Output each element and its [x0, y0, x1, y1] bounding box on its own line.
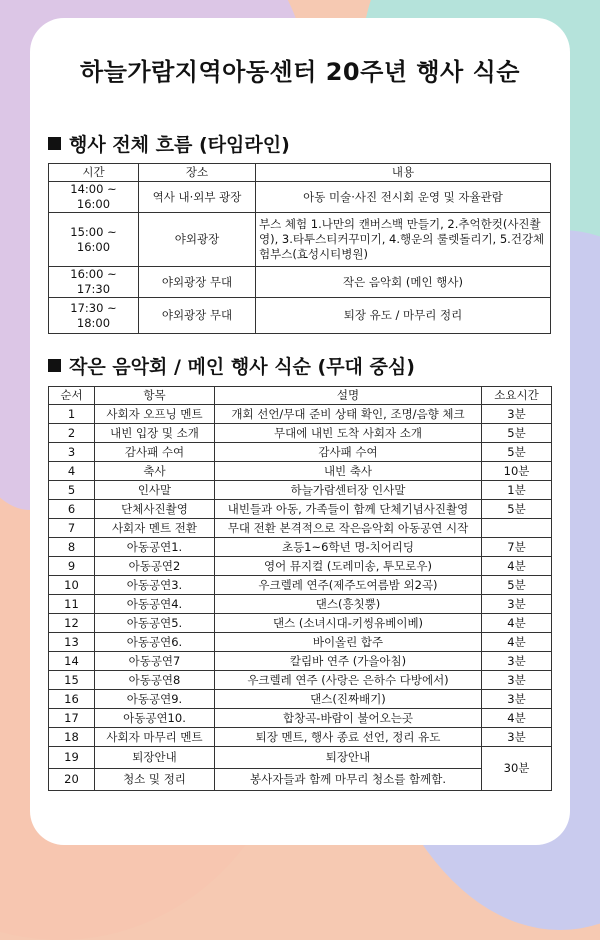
table-row	[49, 405, 552, 424]
cell-content: 작은 음악회 (메인 행사)	[256, 267, 551, 298]
cell-order: 15	[49, 671, 95, 690]
cell-order: 11	[49, 595, 95, 614]
table-row	[49, 595, 552, 614]
cell-order: 10	[49, 576, 95, 595]
cell-description: 초등1~6학년 명-치어리딩	[215, 538, 482, 557]
table-row	[49, 519, 552, 538]
cell-description: 개회 선언/무대 준비 상태 확인, 조명/음향 체크	[215, 405, 482, 424]
table-row	[49, 443, 552, 462]
cell-item: 아동공연1.	[95, 538, 215, 557]
cell-item: 퇴장안내	[95, 747, 215, 769]
cell-time: 14:00 ~ 16:00	[49, 182, 139, 213]
timeline-table	[48, 163, 551, 334]
cell-duration: 3분	[482, 728, 552, 747]
cell-description: 무대 전환 본격적으로 작은음악회 아동공연 시작	[215, 519, 482, 538]
cell-place: 야외광장 무대	[139, 267, 256, 298]
cell-item: 아동공연10.	[95, 709, 215, 728]
column-header-order: 순서	[49, 387, 95, 405]
cell-description: 영어 뮤지컬 (도레미송, 투모로우)	[215, 557, 482, 576]
cell-place: 역사 내·외부 광장	[139, 182, 256, 213]
cell-item: 내빈 입장 및 소개	[95, 424, 215, 443]
table-row	[49, 652, 552, 671]
table-row	[49, 481, 552, 500]
section-heading-program	[48, 352, 415, 379]
cell-order: 6	[49, 500, 95, 519]
section-heading-timeline-text: 행사 전체 흐름 (타임라인)	[69, 134, 290, 156]
table-row	[49, 769, 552, 791]
cell-time: 15:00 ~ 16:00	[49, 213, 139, 267]
cell-order: 3	[49, 443, 95, 462]
cell-duration: 10분	[482, 462, 552, 481]
cell-duration: 4분	[482, 633, 552, 652]
column-header-duration: 소요시간	[482, 387, 552, 405]
table-row	[49, 728, 552, 747]
column-header-description: 설명	[215, 387, 482, 405]
cell-item: 아동공연5.	[95, 614, 215, 633]
cell-duration: 3분	[482, 690, 552, 709]
cell-duration: 5분	[482, 500, 552, 519]
cell-item: 청소 및 정리	[95, 769, 215, 791]
table-row	[49, 690, 552, 709]
cell-description: 내빈 축사	[215, 462, 482, 481]
cell-duration: 3분	[482, 652, 552, 671]
cell-description: 바이올린 합주	[215, 633, 482, 652]
cell-item: 아동공연9.	[95, 690, 215, 709]
cell-item: 아동공연3.	[95, 576, 215, 595]
cell-description: 봉사자들과 함께 마무리 청소를 함께함.	[215, 769, 482, 791]
cell-time: 16:00 ~ 17:30	[49, 267, 139, 298]
cell-item: 아동공연4.	[95, 595, 215, 614]
cell-item: 아동공연7	[95, 652, 215, 671]
table-row	[49, 424, 552, 443]
cell-duration: 3분	[482, 595, 552, 614]
cell-item: 감사패 수여	[95, 443, 215, 462]
cell-item: 인사말	[95, 481, 215, 500]
table-row	[49, 462, 552, 481]
cell-description: 댄스 (소녀시대-키씽유베이베)	[215, 614, 482, 633]
table-row	[49, 182, 551, 213]
cell-time: 17:30 ~ 18:00	[49, 298, 139, 334]
cell-duration: 4분	[482, 709, 552, 728]
cell-description: 퇴장 멘트, 행사 종료 선언, 정리 유도	[215, 728, 482, 747]
page-title: 하늘가람지역아동센터 20주년 행사 식순	[80, 58, 520, 86]
cell-description: 댄스(흥칫뿡)	[215, 595, 482, 614]
cell-duration: 4분	[482, 614, 552, 633]
cell-duration	[482, 519, 552, 538]
cell-duration: 5분	[482, 443, 552, 462]
column-header-time: 시간	[49, 164, 139, 182]
cell-order: 2	[49, 424, 95, 443]
table-row	[49, 557, 552, 576]
cell-duration: 5분	[482, 424, 552, 443]
cell-item: 사회자 마무리 멘트	[95, 728, 215, 747]
section-heading-program-text: 작은 음악회 / 메인 행사 식순 (무대 중심)	[69, 356, 415, 378]
cell-order: 5	[49, 481, 95, 500]
cell-content: 퇴장 유도 / 마무리 정리	[256, 298, 551, 334]
cell-order: 20	[49, 769, 95, 791]
cell-order: 13	[49, 633, 95, 652]
cell-order: 4	[49, 462, 95, 481]
cell-order: 18	[49, 728, 95, 747]
cell-order: 9	[49, 557, 95, 576]
cell-item: 사회자 오프닝 멘트	[95, 405, 215, 424]
table-row	[49, 213, 551, 267]
cell-item: 단체사진촬영	[95, 500, 215, 519]
cell-place: 야외광장	[139, 213, 256, 267]
cell-item: 아동공연8	[95, 671, 215, 690]
cell-order: 8	[49, 538, 95, 557]
table-row	[49, 576, 552, 595]
cell-item: 축사	[95, 462, 215, 481]
cell-description: 무대에 내빈 도착 사회자 소개	[215, 424, 482, 443]
cell-description: 하늘가람센터장 인사말	[215, 481, 482, 500]
table-row	[49, 747, 552, 769]
cell-order: 17	[49, 709, 95, 728]
cell-duration: 30분	[482, 747, 552, 791]
table-row	[49, 633, 552, 652]
cell-description: 퇴장안내	[215, 747, 482, 769]
cell-description: 합창곡-바람이 불어오는곳	[215, 709, 482, 728]
program-table	[48, 386, 552, 791]
section-heading-timeline	[48, 130, 290, 157]
cell-order: 14	[49, 652, 95, 671]
cell-content: 아동 미술·사진 전시회 운영 및 자율관람	[256, 182, 551, 213]
column-header-content: 내용	[256, 164, 551, 182]
cell-duration: 4분	[482, 557, 552, 576]
cell-place: 야외광장 무대	[139, 298, 256, 334]
table-row	[49, 709, 552, 728]
table-row	[49, 500, 552, 519]
cell-description: 우크렐레 연주 (사랑은 은하수 다방에서)	[215, 671, 482, 690]
cell-order: 1	[49, 405, 95, 424]
cell-duration: 1분	[482, 481, 552, 500]
column-header-item: 항목	[95, 387, 215, 405]
cell-description: 우크렐레 연주(제주도여름밤 외2곡)	[215, 576, 482, 595]
table-row	[49, 298, 551, 334]
cell-item: 아동공연6.	[95, 633, 215, 652]
square-bullet-icon	[48, 137, 61, 150]
column-header-place: 장소	[139, 164, 256, 182]
cell-order: 12	[49, 614, 95, 633]
cell-item: 사회자 멘트 전환	[95, 519, 215, 538]
cell-order: 16	[49, 690, 95, 709]
cell-description: 칼림바 연주 (가을아침)	[215, 652, 482, 671]
cell-order: 7	[49, 519, 95, 538]
cell-description: 감사패 수여	[215, 443, 482, 462]
cell-content: 부스 체험 1.나만의 캔버스백 만들기, 2.추억한컷(사진촬영), 3.타투스티커꾸미기, 4.행운의 룰렛돌리기, 5.건강체험부스(효성시티병원)	[256, 213, 551, 267]
table-row	[49, 671, 552, 690]
square-bullet-icon	[48, 359, 61, 372]
cell-description: 내빈들과 아동, 가족들이 함께 단체기념사진촬영	[215, 500, 482, 519]
cell-description: 댄스(진짜배기)	[215, 690, 482, 709]
cell-item: 아동공연2	[95, 557, 215, 576]
cell-duration: 5분	[482, 576, 552, 595]
cell-duration: 3분	[482, 671, 552, 690]
cell-duration: 3분	[482, 405, 552, 424]
cell-duration: 7분	[482, 538, 552, 557]
table-row	[49, 614, 552, 633]
table-row	[49, 538, 552, 557]
table-row	[49, 267, 551, 298]
cell-order: 19	[49, 747, 95, 769]
